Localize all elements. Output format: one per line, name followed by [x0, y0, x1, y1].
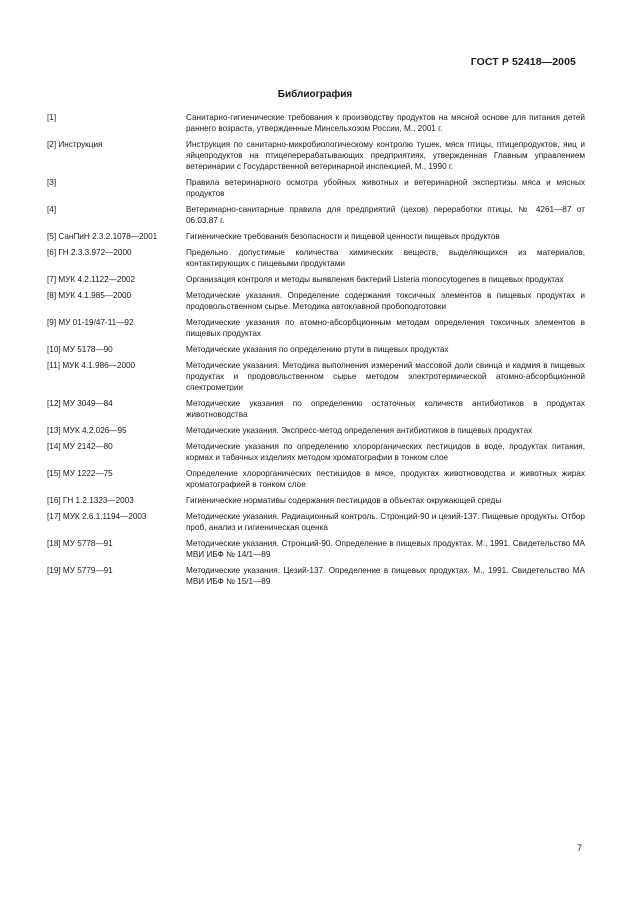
bibliography-entry — [47, 139, 585, 172]
entry-description: Методические указания. Методика выполнения измерений массовой доли свинца и кадмия в пищевых продуктах и продовольственном сырье методом электротермической атомно-абсорбционной спектрометрии — [186, 361, 585, 392]
entry-reference: [12] МУ 3049—84 — [47, 399, 113, 408]
entry-reference: [15] МУ 1222—75 — [47, 469, 113, 478]
bibliography-entry — [47, 177, 585, 199]
entry-reference: [17] МУК 2.6.1.1194—2003 — [47, 512, 147, 521]
entry-description: Методические указания. Цезий-137. Определение в пищевых продуктах. М., 1991. Свидетельство МА МВИ ИБФ № 15/1—89 — [186, 566, 585, 586]
entry-reference: [5] СанПиН 2.3.2.1078—2001 — [47, 232, 158, 241]
document-code: ГОСТ Р 52418—2005 — [470, 56, 576, 68]
entry-reference: [6] ГН 2.3.3.972—2000 — [47, 248, 132, 257]
bibliography-list — [47, 112, 585, 592]
entry-description: Определение хлорорганических пестицидов в мясе, продуктах животноводства и животных жирах хроматографией в тонком слое — [186, 469, 585, 489]
entry-description: Методические указания по атомно-абсорбционным методам определения токсичных элементов в пищевых продуктах — [186, 318, 585, 338]
entry-description: Методические указания по определению хлорорганических пестицидов в воде, продуктах питания, кормах и табачных изделиях методом хроматографии в тонком слое — [186, 442, 585, 462]
entry-reference: [14] МУ 2142—80 — [47, 442, 113, 451]
bibliography-entry — [47, 290, 585, 312]
bibliography-entry — [47, 495, 585, 506]
entry-reference: [7] МУК 4.2.1122—2002 — [47, 275, 136, 284]
entry-description: Гигиенические нормативы содержания пестицидов в объектах окружающей среды — [186, 496, 502, 505]
entry-reference: [8] МУК 4.1.985—2000 — [47, 291, 132, 300]
entry-reference: [19] МУ 5779—91 — [47, 566, 113, 575]
entry-description: Методические указания. Стронций-90. Определение в пищевых продуктах. М., 1991. Свидетельство МА МВИ ИБФ № 14/1—89 — [186, 539, 585, 559]
entry-description: Предельно допустимые количества химических веществ, выделяющихся из материалов, контактирующих с пищевыми продуктами — [186, 248, 585, 268]
bibliography-entry — [47, 360, 585, 393]
entry-description: Методические указания. Радиационный контроль. Стронций-90 и цезий-137. Пищевые продукты. Отбор проб, анализ и гигиеническая оценка — [186, 512, 585, 532]
entry-description: Инструкция по санитарно-микробиологическому контролю тушек, мяса птицы, птицепродуктов, яиц и яйцепродуктов на птицеперерабатывающих предприятиях, утвержденная Главным управлением ветеринарии с Государственной ветеринарной инспекцией, М., 1990 г. — [186, 140, 585, 171]
bibliography-entry — [47, 112, 585, 134]
bibliography-entry — [47, 344, 585, 355]
entry-reference: [1] — [47, 113, 57, 122]
bibliography-entry — [47, 231, 585, 242]
entry-reference: [4] — [47, 205, 57, 214]
entry-description: Методические указания по определению остаточных количеств антибиотиков в продуктах животноводства — [186, 399, 585, 419]
bibliography-entry — [47, 274, 585, 285]
bibliography-entry — [47, 204, 585, 226]
entry-description: Гигиенические требования безопасности и пищевой ценности пищевых продуктов — [186, 232, 500, 241]
entry-description: Правила ветеринарного осмотра убойных животных и ветеринарной экспертизы мяса и мясных продуктов — [186, 178, 585, 198]
bibliography-entry — [47, 317, 585, 339]
entry-description: Методические указания. Определение содержания токсичных элементов в пищевых продуктах и продовольственном сырье. Методика автоклавной пробоподготовки — [186, 291, 585, 311]
entry-description: Ветеринарно-санитарные правила для предприятий (цехов) переработки птицы, № 4261—87 от 06.03.87 г. — [186, 205, 585, 225]
entry-reference: [3] — [47, 178, 57, 187]
bibliography-entry — [47, 468, 585, 490]
bibliography-entry — [47, 511, 585, 533]
bibliography-entry — [47, 247, 585, 269]
entry-reference: [16] ГН 1.2.1323—2003 — [47, 496, 134, 505]
entry-description: Методические указания. Экспресс-метод определения антибиотиков в пищевых продуктах — [186, 426, 533, 435]
entry-reference: [2] Инструкция — [47, 140, 103, 149]
entry-reference: [13] МУК 4.2.026—95 — [47, 426, 127, 435]
entry-reference: [11] МУК 4.1.986—2000 — [47, 361, 136, 370]
entry-reference: [9] МУ 01-19/47-11—92 — [47, 318, 134, 327]
page-number: 7 — [576, 843, 582, 853]
entry-reference: [10] МУ 5178—90 — [47, 345, 113, 354]
bibliography-entry — [47, 425, 585, 436]
bibliography-entry — [47, 441, 585, 463]
entry-description: Методические указания по определению ртути в пищевых продуктах — [186, 345, 449, 354]
entry-description: Организация контроля и методы выявления бактерий Listeria monocytogenes в пищевых продуктах — [186, 275, 564, 284]
entry-description: Санитарно-гигиенические требования к производству продуктов на мясной основе для питания детей раннего возраста, утвержденные Минсельхозом России, М., 2001 г. — [186, 113, 585, 133]
page-title: Библиография — [277, 89, 353, 100]
bibliography-entry — [47, 538, 585, 560]
bibliography-entry — [47, 398, 585, 420]
entry-reference: [18] МУ 5778—91 — [47, 539, 113, 548]
bibliography-entry — [47, 565, 585, 587]
